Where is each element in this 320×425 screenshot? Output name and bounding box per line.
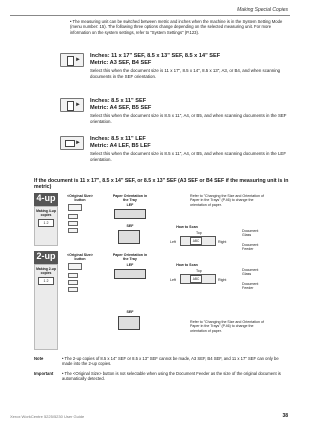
size-option-b-2up — [68, 280, 78, 285]
important-key: Important — [34, 371, 54, 376]
option-large-sef — [60, 53, 290, 97]
side-4up-caption: Making 4-up copies — [36, 209, 56, 217]
document-abc-4up: ABC — [190, 237, 202, 245]
selector-arrow-icon: ► — [75, 140, 81, 146]
tray-lef-2up — [114, 269, 146, 279]
size-option-a-4up — [68, 214, 78, 219]
lef-label-4up: LEF — [126, 203, 134, 207]
document-landscape-icon — [65, 140, 75, 147]
selector-arrow-icon: ► — [75, 57, 81, 63]
doc-glass-4up: Document Glass — [242, 229, 259, 238]
option-title-metric: Metric: A4 SEF, B5 SEF — [90, 104, 152, 111]
selector-arrow-icon: ► — [75, 102, 81, 108]
option-title — [90, 98, 290, 111]
section-heading: If the document is 11 x 17", 8.5 x 14" SEF, or 8.5 x 13" SEF (A3 SEF or B4 SEF if the measuring unit is in metric) — [34, 178, 289, 191]
sef-label-4up: SEF — [126, 224, 134, 228]
how-to-scan-2up: How to Scan — [176, 263, 198, 267]
ref-text-4up: Refer to "Changing the Size and Orientation of Paper in the Trays" (P.46) to change the orientation of paper. — [190, 194, 264, 207]
size-option-c-2up — [68, 287, 78, 292]
top-label-2up: Top — [196, 269, 202, 273]
page-number: 38 — [282, 413, 288, 419]
important-value: • The <Original Size> button is not selectable when using the Document Feeder as the size of the original document is automatically detected. — [62, 371, 281, 382]
side-4up — [34, 206, 58, 246]
option-letter-lef — [60, 136, 290, 172]
note-value: • The 2-up copies of 8.5 x 14" SEF or 8.5 x 13" SEF cannot be made, A3 SEF, B4 SEF, and 11 x 17" SEF can only be made into the 2-up copies. — [62, 356, 279, 367]
option-title-metric: Metric: A4 LEF, B5 LEF — [90, 142, 151, 149]
tab-4up — [34, 193, 58, 206]
col-button-2up: <Original Size> button — [67, 253, 93, 262]
tray-sef-4up — [118, 230, 140, 244]
option-title-metric: Metric: A3 SEF, B4 SEF — [90, 59, 152, 66]
four-up-page-icon: 1 2 — [38, 219, 54, 227]
important-row — [34, 371, 289, 383]
document-portrait-icon — [67, 56, 74, 66]
col-paper-4up: Paper Orientation in the Tray — [112, 194, 148, 203]
side-2up-caption: Making 2-up copies — [36, 267, 56, 275]
option-description: Select this when the document size is 11 x 17", 8.5 x 14", 8.5 x 13", A3, or B4, and when scanning documents in the SEF orientation. — [90, 68, 281, 79]
doc-glass-2up: Document Glass — [242, 268, 259, 277]
option-letter-sef — [60, 98, 290, 134]
option-title — [90, 136, 290, 149]
note-row — [34, 356, 289, 368]
option-title-inches: Inches: 8.5 x 11" LEF — [90, 136, 146, 142]
left-label-4up: Left — [170, 240, 176, 244]
size-option-a-2up — [68, 273, 78, 278]
option-title — [90, 53, 290, 66]
original-size-letter-sef-icon — [60, 98, 84, 112]
document-abc-2up: ABC — [190, 275, 202, 283]
option-title-inches: Inches: 8.5 x 11" SEF — [90, 98, 147, 104]
sef-label-2up: SEF — [126, 310, 134, 314]
tab-2up-label: 2-up — [36, 251, 56, 261]
tab-2up — [34, 251, 58, 264]
right-label-4up: Right — [218, 240, 227, 244]
lef-label-2up: LEF — [126, 263, 134, 267]
original-size-letter-lef-icon — [60, 136, 84, 150]
top-label-4up: Top — [196, 231, 202, 235]
document-portrait-icon — [67, 101, 74, 111]
doc-feeder-2up: Document Feeder — [242, 282, 259, 291]
footer-text: Xerox WorkCentre 5225/5230 User Guide — [10, 414, 85, 419]
size-option-c-4up — [68, 228, 78, 233]
option-description: Select this when the document size is 8.5 x 11", A4, or B5, and when scanning documents in the LEF orientation. — [90, 151, 286, 162]
header-divider — [10, 15, 290, 16]
size-option-b-4up — [68, 221, 78, 226]
col-paper-2up: Paper Orientation in the Tray — [112, 253, 148, 262]
option-title-inches: Inches: 11 x 17" SEF, 8.5 x 13" SEF, 8.5 x 14" SEF — [90, 53, 221, 59]
left-label-2up: Left — [170, 278, 176, 282]
how-to-scan-4up: How to Scan — [176, 225, 198, 229]
tab-4up-label: 4-up — [36, 193, 56, 203]
right-label-2up: Right — [218, 278, 227, 282]
option-description: Select this when the document size is 8.5 x 11", A4, or B5, and when scanning documents in the SEF orientation. — [90, 113, 287, 124]
two-up-page-icon: 1 2 — [38, 277, 54, 285]
page-header: Making Special Copies — [237, 7, 288, 13]
original-size-large-sef-icon — [60, 53, 84, 67]
tray-sef-2up — [118, 316, 140, 330]
note-key: Note — [34, 356, 44, 361]
original-size-button-2up — [68, 263, 82, 270]
side-2up — [34, 264, 58, 350]
intro-paragraph: • The measuring unit can be switched between metric and inches when the machine is in the System Setting Mode (menu number: 15). The following three options change depending on the selected measuring unit. For more information on the system settings, refer to "System Settings" (P.123). — [70, 19, 283, 35]
col-button-4up: <Original Size> button — [67, 194, 93, 203]
ref-text-2up: Refer to "Changing the Size and Orientation of Paper in the Trays" (P.46) to change the orientation of paper. — [190, 320, 264, 333]
original-size-button-4up — [68, 204, 82, 211]
doc-feeder-4up: Document Feeder — [242, 243, 259, 252]
tray-lef-4up — [114, 209, 146, 219]
